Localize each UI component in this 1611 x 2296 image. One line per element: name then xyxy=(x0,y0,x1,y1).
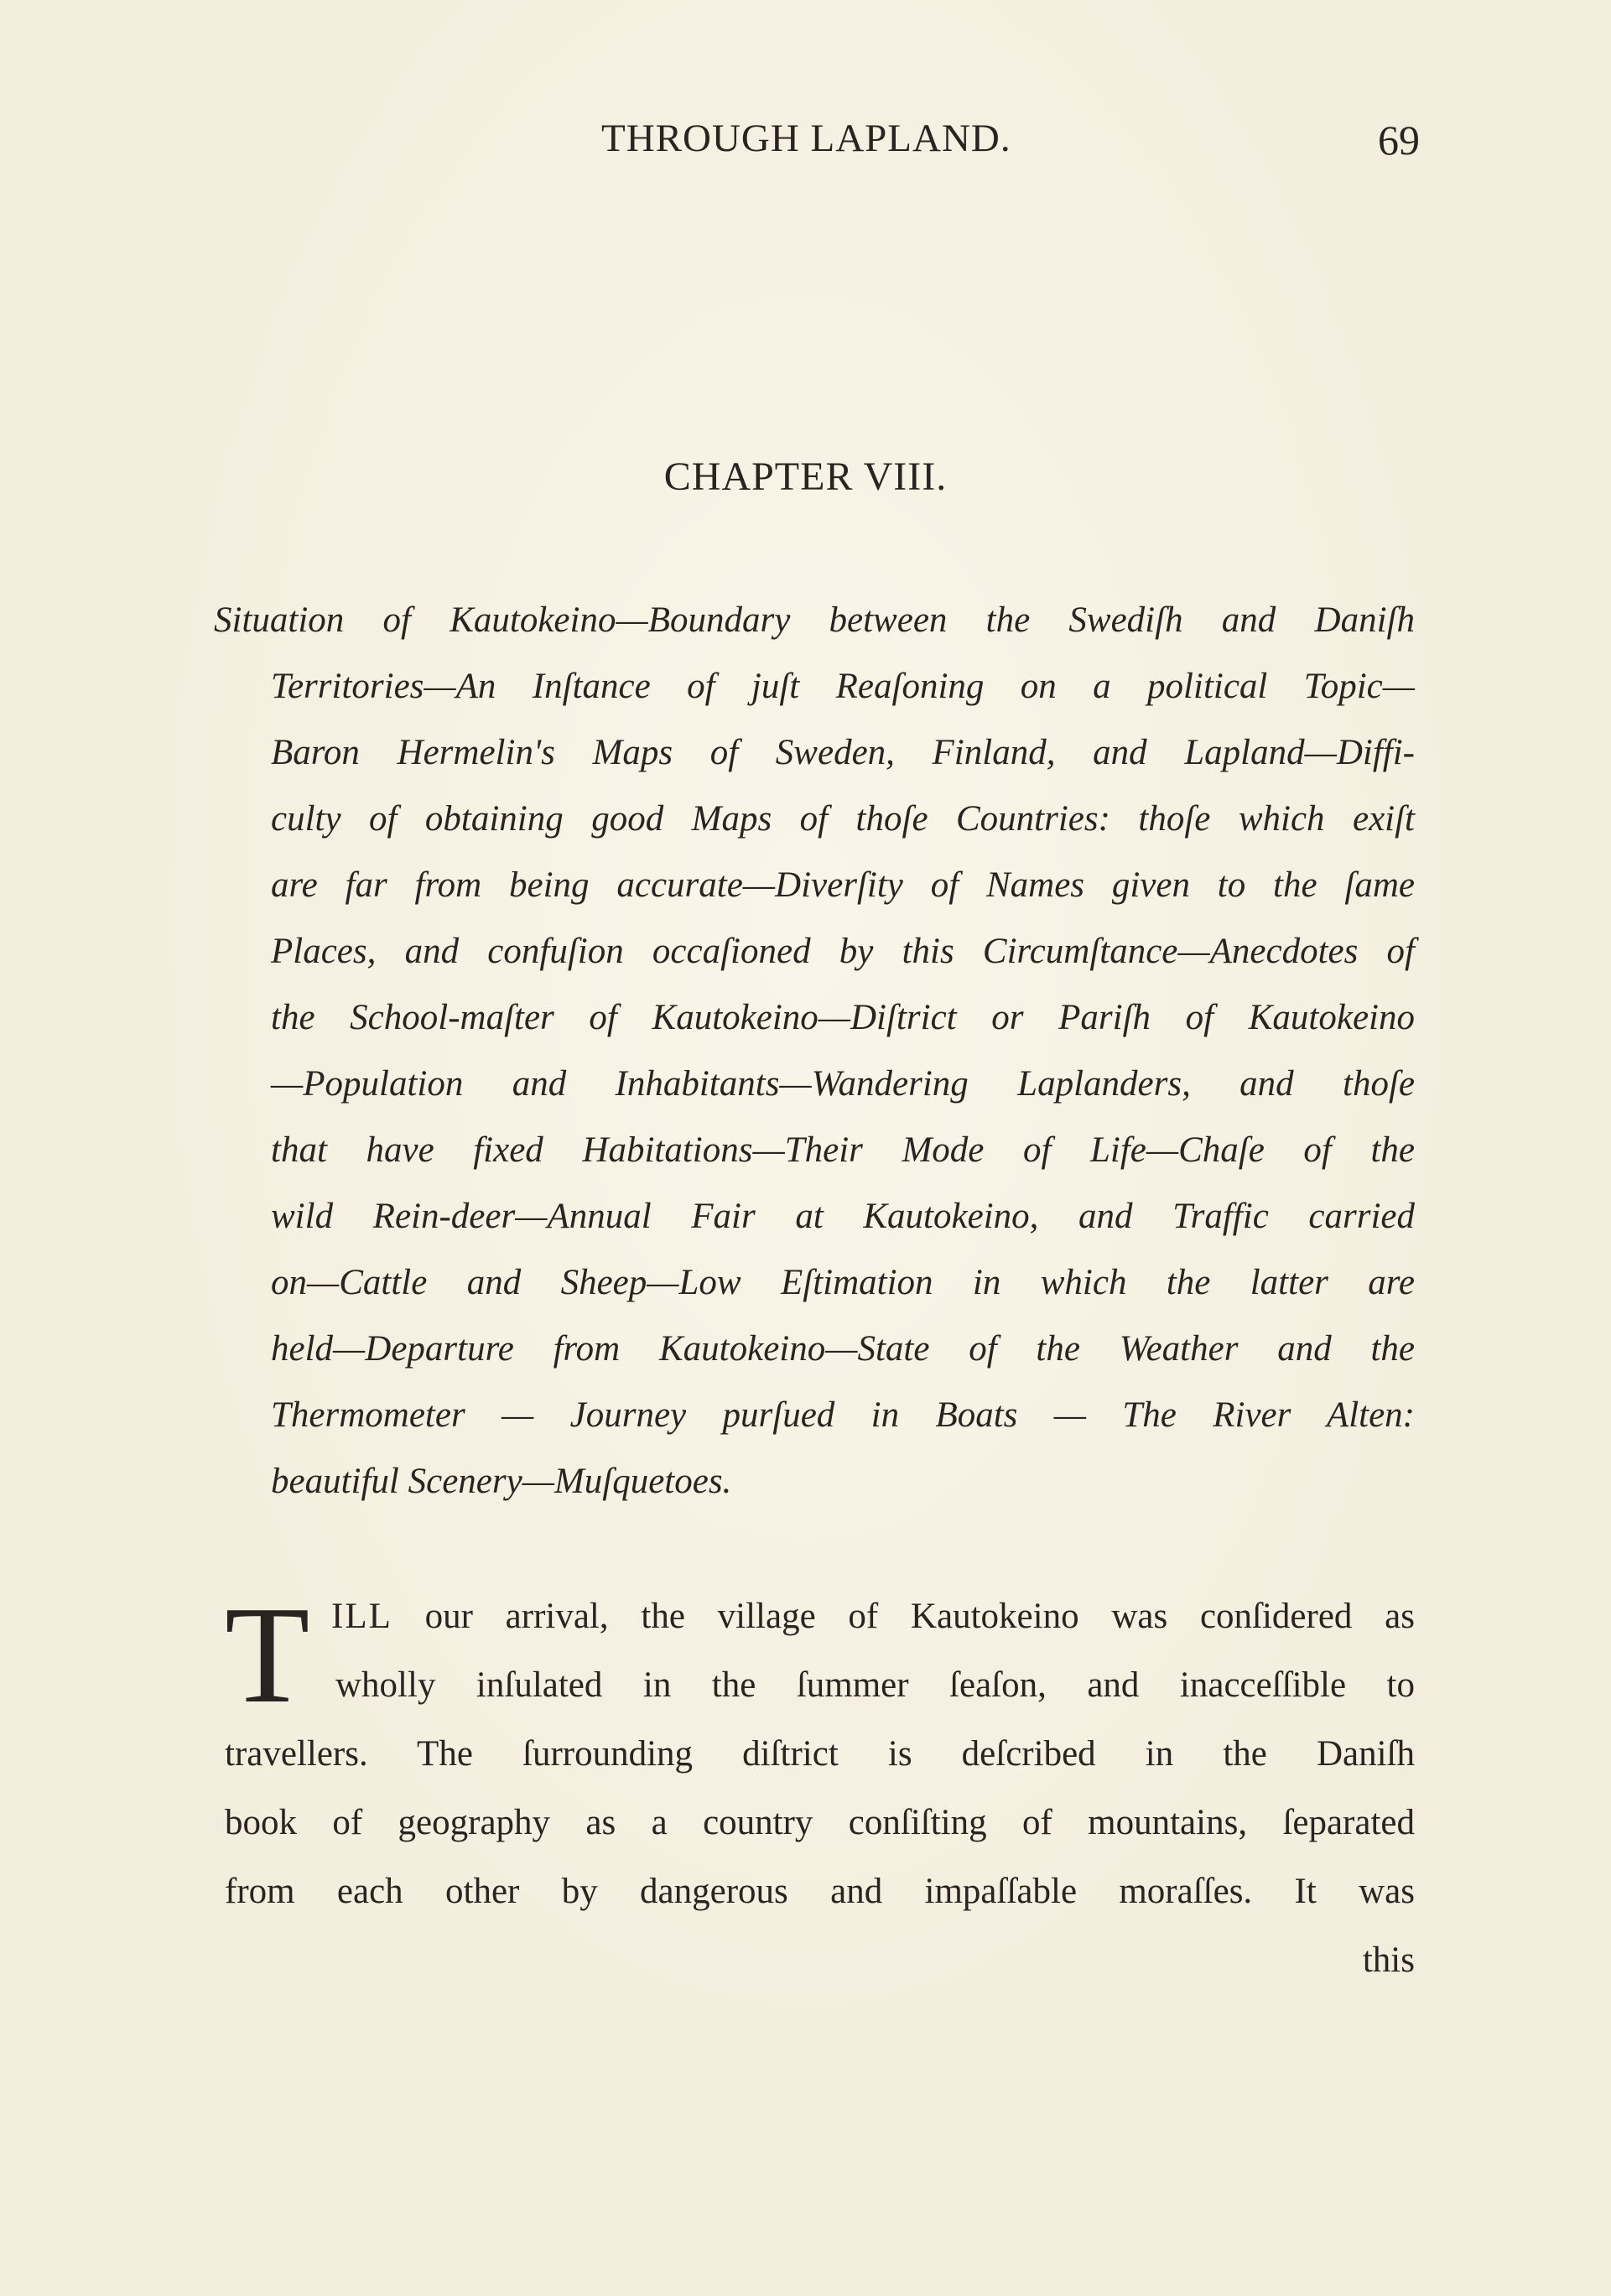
synopsis-line: Thermometer — Journey purſued in Boats — The River Alten: xyxy=(271,1395,1415,1435)
page-number: 69 xyxy=(1378,117,1420,164)
chapter-title: CHAPTER VIII. xyxy=(663,455,948,499)
catchword: this xyxy=(1362,1940,1415,1980)
synopsis-line: —Population and Inhabitants—Wandering Laplanders, and thoſe xyxy=(271,1064,1415,1104)
synopsis-line: Baron Hermelin's Maps of Sweden, Finland, and Lapland—Diffi- xyxy=(271,733,1415,772)
synopsis-line: that have fixed Habitations—Their Mode of Life—Chaſe of the xyxy=(271,1130,1415,1170)
synopsis-line: the School-maſter of Kautokeino—Diſtrict or Pariſh of Kautokeino xyxy=(271,998,1415,1037)
running-head: THROUGH LAPLAND. xyxy=(601,117,1011,160)
synopsis-line: on—Cattle and Sheep—Low Eſtimation in which the latter are xyxy=(271,1263,1415,1302)
synopsis-line: culty of obtaining good Maps of thoſe Countries: thoſe which exiſt xyxy=(271,799,1415,839)
body-line: from each other by dangerous and impaſſable moraſſes. It was xyxy=(225,1872,1415,1911)
body-line: wholly inſulated in the ſummer ſeaſon, and inacceſſible to xyxy=(335,1665,1415,1705)
synopsis-line: are far from being accurate—Diverſity of Names given to the ſame xyxy=(271,865,1415,905)
body-line: book of geography as a country conſiſting of mountains, ſeparated xyxy=(225,1803,1415,1842)
body-line-first xyxy=(331,1592,1415,1642)
first-word-caps: ILL xyxy=(331,1597,392,1636)
first-line-rest: our arrival, the village of Kautokeino was conſidered as xyxy=(392,1597,1415,1636)
synopsis-line: held—Departure from Kautokeino—State of the Weather and the xyxy=(271,1329,1415,1369)
synopsis-line: Situation of Kautokeino—Boundary between the Swediſh and Daniſh xyxy=(214,600,1415,640)
synopsis-line: beautiful Scenery—Muſquetoes. xyxy=(271,1462,732,1501)
drop-cap: T xyxy=(225,1577,310,1732)
synopsis-line: wild Rein-deer—Annual Fair at Kautokeino, and Traffic carried xyxy=(271,1197,1415,1236)
synopsis-line: Territories—An Inſtance of juſt Reaſoning on a political Topic— xyxy=(271,667,1415,706)
synopsis-line: Places, and confuſion occaſioned by this Circumſtance—Anecdotes of xyxy=(271,932,1415,971)
body-line: travellers. The ſurrounding diſtrict is deſcribed in the Daniſh xyxy=(225,1734,1415,1774)
